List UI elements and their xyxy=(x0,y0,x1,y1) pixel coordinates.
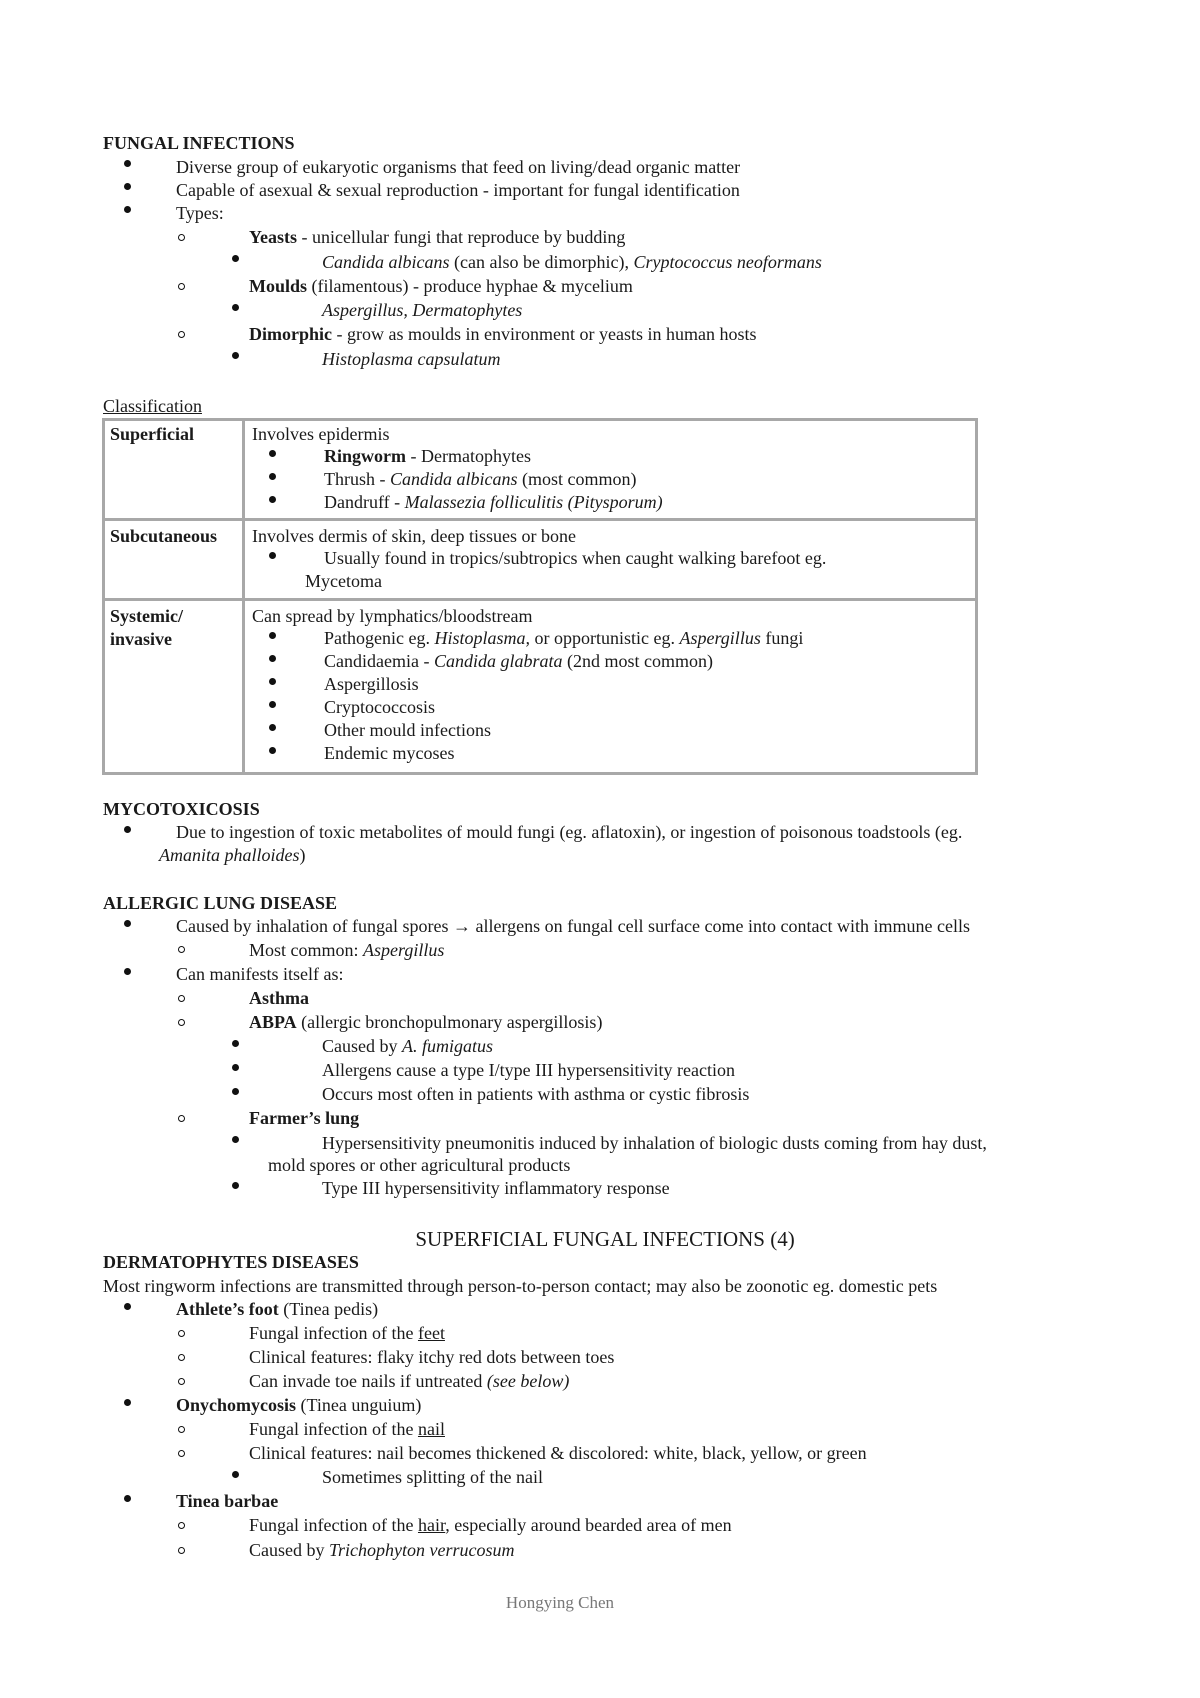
circle-bullet xyxy=(178,234,185,241)
bullet xyxy=(232,1136,239,1143)
bullet xyxy=(269,655,276,662)
list-item: Due to ingestion of toxic metabolites of mould fungi (eg. aflatoxin), or ingestion of poisonous toadstools (eg. xyxy=(176,822,963,842)
list-item: Athlete’s foot (Tinea pedis) xyxy=(176,1299,379,1319)
table-cell-type: Systemic/ xyxy=(110,606,183,626)
list-item: Aspergillosis xyxy=(324,674,419,694)
bullet xyxy=(124,183,131,190)
table-cell-type: Superficial xyxy=(110,424,194,444)
list-item: Clinical features: nail becomes thickened & discolored: white, black, yellow, or green xyxy=(249,1443,867,1463)
circle-bullet xyxy=(178,946,185,953)
table-cell-type: Subcutaneous xyxy=(110,526,218,546)
circle-bullet xyxy=(178,1378,185,1385)
list-item: Asthma xyxy=(249,988,310,1008)
table-cell-text: Can spread by lymphatics/bloodstream xyxy=(252,606,533,626)
list-item: Caused by inhalation of fungal spores → allergens on fungal cell surface come into contact with immune cells xyxy=(176,916,970,936)
section-heading-myco: MYCOTOXICOSIS xyxy=(103,799,260,819)
list-item: Aspergillus, Dermatophytes xyxy=(322,300,523,320)
list-item: Moulds (filamentous) - produce hyphae & mycelium xyxy=(249,276,633,296)
table-divider xyxy=(102,598,978,601)
list-item: Allergens cause a type I/type III hypersensitivity reaction xyxy=(322,1060,736,1080)
list-item: Onychomycosis (Tinea unguium) xyxy=(176,1395,422,1415)
section-heading-allergic: ALLERGIC LUNG DISEASE xyxy=(103,893,338,913)
bullet xyxy=(269,678,276,685)
bullet xyxy=(232,1088,239,1095)
bullet xyxy=(124,1399,131,1406)
table-cell-type: invasive xyxy=(110,629,173,649)
list-item: ABPA (allergic bronchopulmonary aspergillosis) xyxy=(249,1012,603,1032)
list-item: Histoplasma capsulatum xyxy=(322,349,501,369)
bullet xyxy=(232,1040,239,1047)
list-item: Ringworm - Dermatophytes xyxy=(324,446,531,466)
classification-label: Classification xyxy=(103,396,202,416)
circle-bullet xyxy=(178,331,185,338)
circle-bullet xyxy=(178,1450,185,1457)
list-item: Candidaemia - Candida glabrata (2nd most common) xyxy=(324,651,713,671)
list-item: Candida albicans (can also be dimorphic), Cryptococcus neoformans xyxy=(322,252,822,272)
list-item: Can manifests itself as: xyxy=(176,964,344,984)
list-item: Caused by A. fumigatus xyxy=(322,1036,494,1056)
list-item-cont: Mycetoma xyxy=(305,571,382,591)
bullet xyxy=(124,160,131,167)
table-divider xyxy=(242,418,245,775)
circle-bullet xyxy=(178,1115,185,1122)
list-item: Can invade toe nails if untreated (see below) xyxy=(249,1371,570,1391)
section-heading-dermatophytes: DERMATOPHYTES DISEASES xyxy=(103,1252,359,1272)
table-cell-text: Involves dermis of skin, deep tissues or bone xyxy=(252,526,576,546)
list-item: Diverse group of eukaryotic organisms that feed on living/dead organic matter xyxy=(176,157,741,177)
page-title: SUPERFICIAL FUNGAL INFECTIONS (4) xyxy=(415,1227,795,1251)
list-item: Pathogenic eg. Histoplasma, or opportunistic eg. Aspergillus fungi xyxy=(324,628,804,648)
circle-bullet xyxy=(178,1019,185,1026)
list-item: Fungal infection of the hair, especially around bearded area of men xyxy=(249,1515,732,1535)
circle-bullet xyxy=(178,995,185,1002)
bullet xyxy=(232,1471,239,1478)
bullet xyxy=(269,473,276,480)
bullet xyxy=(124,206,131,213)
list-item: Capable of asexual & sexual reproduction - important for fungal identification xyxy=(176,180,740,200)
circle-bullet xyxy=(178,1547,185,1554)
bullet xyxy=(124,826,131,833)
list-item: Thrush - Candida albicans (most common) xyxy=(324,469,637,489)
list-item-cont: Amanita phalloides) xyxy=(159,845,306,865)
list-item: Fungal infection of the nail xyxy=(249,1419,445,1439)
bullet xyxy=(269,632,276,639)
list-item: Clinical features: flaky itchy red dots between toes xyxy=(249,1347,615,1367)
list-item: Fungal infection of the feet xyxy=(249,1323,445,1343)
list-item: Endemic mycoses xyxy=(324,743,455,763)
table-divider xyxy=(102,518,978,521)
bullet xyxy=(232,1182,239,1189)
circle-bullet xyxy=(178,1330,185,1337)
section-heading-fungal: FUNGAL INFECTIONS xyxy=(103,133,295,153)
circle-bullet xyxy=(178,1354,185,1361)
bullet xyxy=(232,304,239,311)
list-item: Most common: Aspergillus xyxy=(249,940,445,960)
bullet xyxy=(124,1303,131,1310)
list-item: Sometimes splitting of the nail xyxy=(322,1467,543,1487)
circle-bullet xyxy=(178,1426,185,1433)
list-item: Dimorphic - grow as moulds in environment or yeasts in human hosts xyxy=(249,324,757,344)
bullet xyxy=(269,747,276,754)
bullet xyxy=(232,352,239,359)
list-item: Hypersensitivity pneumonitis induced by inhalation of biologic dusts coming from hay dust, xyxy=(322,1133,987,1153)
list-item: Yeasts - unicellular fungi that reproduce by budding xyxy=(249,227,626,247)
list-item: Types: xyxy=(176,203,224,223)
page-footer: Hongying Chen xyxy=(505,1593,615,1612)
circle-bullet xyxy=(178,1522,185,1529)
list-item: Tinea barbae xyxy=(176,1491,279,1511)
bullet xyxy=(232,255,239,262)
paragraph: Most ringworm infections are transmitted through person-to-person contact; may also be zoonotic eg. domestic pets xyxy=(103,1276,938,1296)
bullet xyxy=(124,968,131,975)
list-item-cont: mold spores or other agricultural products xyxy=(268,1155,571,1175)
arrow-right-icon: → xyxy=(452,916,471,936)
circle-bullet xyxy=(178,283,185,290)
list-item: Caused by Trichophyton verrucosum xyxy=(249,1540,515,1560)
bullet xyxy=(269,496,276,503)
list-item: Other mould infections xyxy=(324,720,491,740)
bullet xyxy=(269,450,276,457)
list-item: Farmer’s lung xyxy=(249,1108,360,1128)
bullet xyxy=(124,1495,131,1502)
list-item: Usually found in tropics/subtropics when caught walking barefoot eg. xyxy=(324,548,827,568)
list-item: Cryptococcosis xyxy=(324,697,435,717)
list-item: Occurs most often in patients with asthma or cystic fibrosis xyxy=(322,1084,750,1104)
list-item: Type III hypersensitivity inflammatory response xyxy=(322,1178,670,1198)
table-cell-text: Involves epidermis xyxy=(252,424,390,444)
bullet xyxy=(269,552,276,559)
bullet xyxy=(269,701,276,708)
list-item: Dandruff - Malassezia folliculitis (Pitysporum) xyxy=(324,492,663,512)
bullet xyxy=(232,1064,239,1071)
bullet xyxy=(124,920,131,927)
bullet xyxy=(269,724,276,731)
